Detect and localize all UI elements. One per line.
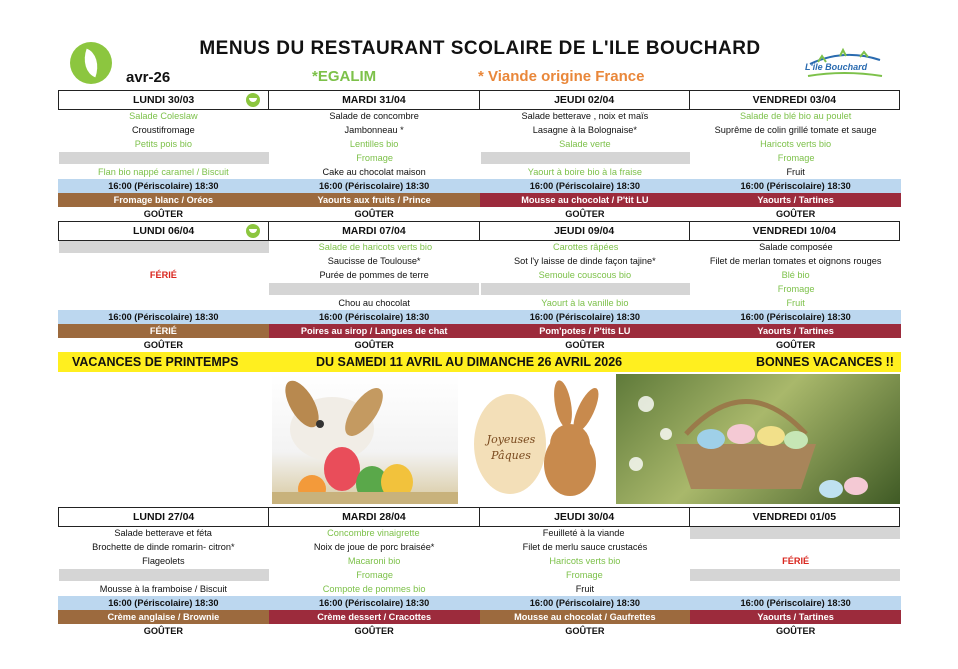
snack-item: Yaourts aux fruits / Prince bbox=[269, 193, 480, 207]
periscolaire-time: 16:00 (Périscolaire) 18:30 bbox=[269, 179, 480, 193]
gouter-label: GOÛTER bbox=[565, 626, 605, 636]
gouter-label: GOÛTER bbox=[565, 209, 605, 219]
menu-item: Fromage bbox=[356, 153, 393, 163]
day-header: JEUDI 02/04 bbox=[480, 91, 690, 109]
snack-item: Poires au sirop / Langues de chat bbox=[269, 324, 480, 338]
gouter-label: GOÛTER bbox=[775, 626, 816, 636]
day-header: LUNDI 27/04 bbox=[59, 508, 269, 526]
snack-item: Crème dessert / Cracottes bbox=[269, 610, 480, 624]
egalim-legend: *EGALIM bbox=[312, 68, 377, 85]
vacances-dates: DU SAMEDI 11 AVRIL AU DIMANCHE 26 AVRIL 2026 bbox=[316, 355, 623, 369]
snack-row bbox=[58, 193, 901, 207]
periscolaire-time: 16:00 (Périscolaire) 18:30 bbox=[480, 596, 691, 610]
snack-item: Pom'potes / P'tits LU bbox=[480, 324, 691, 338]
menu-item: Salade betterave , noix et maïs bbox=[521, 111, 649, 121]
menu-item: Mousse à la framboise / Biscuit bbox=[99, 584, 227, 594]
menu-item: Concombre vinaigrette bbox=[327, 528, 420, 538]
menu-item: Salade de concombre bbox=[329, 111, 419, 121]
menu-item: Salade composée bbox=[759, 242, 833, 252]
empty-cell bbox=[690, 569, 900, 581]
snack-item: Yaourts / Tartines bbox=[690, 193, 901, 207]
empty-cell bbox=[58, 296, 269, 310]
empty-cell bbox=[59, 152, 269, 164]
week-3-header bbox=[58, 507, 900, 527]
gouter-label: GOÛTER bbox=[143, 340, 184, 350]
empty-cell bbox=[690, 540, 901, 554]
menu-item: Cake au chocolat maison bbox=[322, 167, 426, 177]
card-text-line: Pâques bbox=[491, 449, 531, 462]
menu-item: Brochette de dinde romarin- citron* bbox=[92, 542, 235, 552]
menu-item: Saucisse de Toulouse* bbox=[327, 256, 421, 266]
menu-item: Fromage bbox=[565, 570, 603, 580]
empty-cell bbox=[481, 283, 691, 295]
snack-row bbox=[58, 610, 901, 624]
empty-cell bbox=[269, 283, 479, 295]
periscolaire-time: 16:00 (Périscolaire) 18:30 bbox=[269, 310, 480, 324]
periscolaire-row bbox=[58, 179, 901, 193]
menu-row bbox=[58, 109, 901, 123]
menu-item: Suprême de colin grillé tomate et sauge bbox=[714, 125, 877, 135]
menu-item: Purée de pommes de terre bbox=[319, 270, 429, 280]
menu-item: Lentilles bio bbox=[349, 139, 399, 149]
menu-item: Salade betterave et féta bbox=[114, 528, 212, 538]
menu-item: Fruit bbox=[575, 584, 595, 594]
menu-item: Salade de blé bio au poulet bbox=[739, 111, 852, 121]
day-header: LUNDI 30/03 bbox=[59, 91, 269, 109]
viande-legend: * Viande origine France bbox=[478, 68, 645, 85]
gouter-label: GOÛTER bbox=[565, 340, 605, 350]
menu-item: Filet de merlu sauce crustacés bbox=[522, 542, 648, 552]
menu-item: Carottes râpées bbox=[552, 242, 619, 252]
periscolaire-time: 16:00 (Périscolaire) 18:30 bbox=[480, 310, 691, 324]
menu-item: Fromage bbox=[777, 153, 815, 163]
gouter-label: GOÛTER bbox=[775, 340, 816, 350]
menu-item: Haricots verts bio bbox=[760, 139, 832, 149]
menu-item: Salade verte bbox=[559, 139, 611, 149]
menu-item: Petits pois bio bbox=[134, 139, 192, 149]
vacances-banner bbox=[58, 352, 901, 372]
menu-item: Fromage bbox=[777, 284, 815, 294]
gouter-row bbox=[58, 338, 901, 352]
menu-row bbox=[58, 296, 901, 310]
menu-item: Flan bio nappé caramel / Biscuit bbox=[98, 167, 229, 177]
day-header: JEUDI 30/04 bbox=[480, 508, 690, 526]
snack-item: Fromage blanc / Oréos bbox=[58, 193, 269, 207]
holiday-label: FÉRIÉ bbox=[782, 556, 810, 566]
easter-basket-photo bbox=[616, 374, 900, 504]
day-header: VENDREDI 03/04 bbox=[752, 94, 837, 106]
card-text-line: Joyeuses bbox=[486, 433, 536, 446]
menu-item: Fruit bbox=[786, 167, 805, 177]
gouter-row bbox=[58, 624, 901, 638]
periscolaire-time: 16:00 (Périscolaire) 18:30 bbox=[269, 596, 480, 610]
menu-item: Compote de pommes bio bbox=[322, 584, 426, 594]
menu-row bbox=[58, 165, 901, 179]
gouter-label: GOÛTER bbox=[775, 209, 816, 219]
menu-row bbox=[58, 582, 901, 596]
menu-item: Feuilleté à la viande bbox=[542, 528, 625, 538]
town-logo-text: L'ile Bouchard bbox=[805, 62, 868, 72]
menu-item: Semoule couscous bio bbox=[538, 270, 632, 280]
day-header: MARDI 31/04 bbox=[269, 91, 479, 109]
menu-item: Fruit bbox=[786, 298, 805, 308]
vegetarian-icon bbox=[246, 93, 260, 107]
vacances-label: VACANCES DE PRINTEMPS bbox=[72, 355, 239, 369]
menu-item: Fromage bbox=[356, 570, 393, 580]
periscolaire-row bbox=[58, 310, 901, 324]
menu-row bbox=[58, 268, 901, 282]
periscolaire-time: 16:00 (Périscolaire) 18:30 bbox=[58, 310, 269, 324]
periscolaire-row bbox=[58, 596, 901, 610]
gouter-row bbox=[58, 207, 901, 221]
periscolaire-time: 16:00 (Périscolaire) 18:30 bbox=[480, 179, 691, 193]
gouter-label: GOÛTER bbox=[143, 209, 184, 219]
gouter-label: GOÛTER bbox=[354, 626, 394, 636]
menu-row bbox=[58, 568, 901, 582]
empty-cell bbox=[690, 527, 900, 539]
empty-cell bbox=[481, 152, 691, 164]
menu-row bbox=[58, 240, 901, 254]
day-header: MARDI 28/04 bbox=[269, 508, 479, 526]
empty-cell bbox=[690, 582, 901, 596]
snack-item: Yaourts / Tartines bbox=[690, 610, 901, 624]
menu-item: Filet de merlan tomates et oignons rouges bbox=[709, 256, 882, 266]
menu-item: Sot l'y laisse de dinde façon tajine* bbox=[514, 256, 656, 266]
menu-row bbox=[58, 526, 901, 540]
page-title: MENUS DU RESTAURANT SCOLAIRE DE L'ILE BOUCHARD bbox=[199, 38, 761, 59]
snack-row bbox=[58, 324, 901, 338]
day-header: VENDREDI 01/05 bbox=[752, 511, 837, 523]
menu-row bbox=[58, 554, 901, 568]
gouter-label: GOÛTER bbox=[143, 626, 184, 636]
empty-cell bbox=[58, 254, 269, 268]
day-header: VENDREDI 10/04 bbox=[752, 225, 837, 237]
holiday-label: FÉRIÉ bbox=[149, 270, 177, 280]
periscolaire-time: 16:00 (Périscolaire) 18:30 bbox=[690, 310, 901, 324]
menu-row bbox=[58, 137, 901, 151]
menu-item: Noix de joue de porc braisée* bbox=[313, 542, 435, 552]
periscolaire-time: 16:00 (Périscolaire) 18:30 bbox=[58, 596, 269, 610]
menu-item: Jambonneau * bbox=[344, 125, 404, 135]
menu-item: Flageolets bbox=[142, 556, 185, 566]
menu-row bbox=[58, 151, 901, 165]
menu-item: Lasagne à la Bolognaise* bbox=[532, 125, 637, 135]
menu-row bbox=[58, 540, 901, 554]
empty-cell bbox=[59, 569, 269, 581]
snack-item: Mousse au chocolat / P'tit LU bbox=[480, 193, 691, 207]
vegetarian-logo-icon bbox=[70, 42, 112, 84]
snack-item: FÉRIÉ bbox=[58, 324, 269, 338]
snack-item: Crème anglaise / Brownie bbox=[58, 610, 269, 624]
empty-cell bbox=[59, 241, 269, 253]
periscolaire-time: 16:00 (Périscolaire) 18:30 bbox=[58, 179, 269, 193]
gouter-label: GOÛTER bbox=[354, 340, 394, 350]
menu-row bbox=[58, 254, 901, 268]
day-header: JEUDI 09/04 bbox=[480, 222, 690, 240]
menu-item: Yaourt à boire bio à la fraise bbox=[527, 167, 642, 177]
periscolaire-time: 16:00 (Périscolaire) 18:30 bbox=[690, 596, 901, 610]
gouter-label: GOÛTER bbox=[354, 209, 394, 219]
joyeuses-paques-card bbox=[468, 374, 608, 504]
vacances-greeting: BONNES VACANCES !! bbox=[756, 355, 894, 369]
month-label: avr-26 bbox=[126, 69, 171, 86]
menu-item: Salade Coleslaw bbox=[129, 111, 198, 121]
empty-cell bbox=[58, 282, 268, 296]
periscolaire-time: 16:00 (Périscolaire) 18:30 bbox=[690, 179, 901, 193]
menu-row bbox=[58, 123, 901, 137]
week-1-header bbox=[58, 90, 900, 110]
menu-item: Yaourt à la vanille bio bbox=[541, 298, 629, 308]
week-2-header bbox=[58, 221, 900, 241]
easter-bunny-photo bbox=[272, 374, 458, 504]
menu-item: Blé bio bbox=[781, 270, 810, 280]
menu-item: Croustifromage bbox=[131, 125, 195, 135]
snack-item: Mousse au chocolat / Gaufrettes bbox=[480, 610, 691, 624]
menu-item: Haricots verts bio bbox=[549, 556, 621, 566]
menu-item: Salade de haricots verts bio bbox=[318, 242, 433, 252]
snack-item: Yaourts / Tartines bbox=[690, 324, 901, 338]
day-header: MARDI 07/04 bbox=[269, 222, 479, 240]
menu-row bbox=[58, 282, 901, 296]
day-header: LUNDI 06/04 bbox=[59, 222, 269, 240]
menu-item: Chou au chocolat bbox=[338, 298, 410, 308]
vegetarian-icon bbox=[246, 224, 260, 238]
menu-item: Macaroni bio bbox=[347, 556, 401, 566]
